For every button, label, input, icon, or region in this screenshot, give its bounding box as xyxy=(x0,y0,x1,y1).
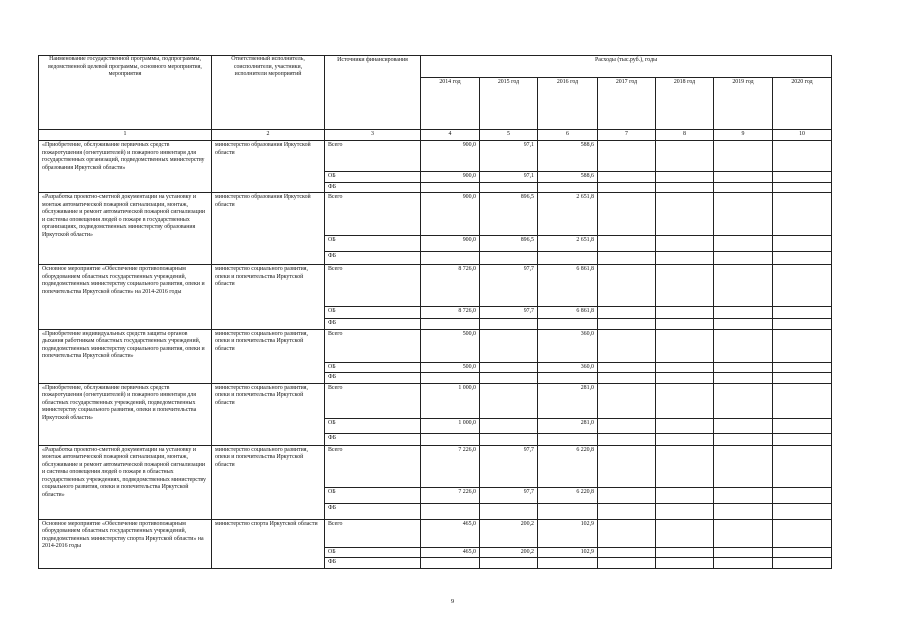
header-year: 2017 год xyxy=(598,78,656,130)
expense-value xyxy=(598,558,656,569)
expense-value xyxy=(714,433,773,445)
funding-source: ФБ xyxy=(325,182,421,193)
expense-value xyxy=(538,373,598,384)
expense-value xyxy=(598,362,656,373)
column-number: 3 xyxy=(325,130,421,141)
expense-value: 97,7 xyxy=(480,487,538,503)
expense-value xyxy=(773,503,832,519)
expense-value: 588,6 xyxy=(538,172,598,183)
expense-value: 97,1 xyxy=(480,172,538,183)
expense-value xyxy=(480,383,538,418)
expense-value xyxy=(714,418,773,433)
expense-value xyxy=(421,558,480,569)
funding-source: Всего xyxy=(325,383,421,418)
expense-value xyxy=(598,383,656,418)
table-row xyxy=(39,445,832,487)
table-row xyxy=(39,193,832,236)
column-number: 8 xyxy=(656,130,714,141)
measure-name: «Приобретение, обслуживание первичных средств пожаротушения (огнетушителей) и пожарного инвентаря для областных государственных учреждений, подведомственных министерству социального развития, опеки и попечительства Иркутской области» xyxy=(39,383,212,445)
expense-value xyxy=(714,547,773,558)
expense-value xyxy=(773,433,832,445)
expense-value xyxy=(598,547,656,558)
expense-value xyxy=(480,329,538,362)
expense-value xyxy=(538,558,598,569)
expense-value xyxy=(480,319,538,330)
expense-value xyxy=(598,141,656,172)
expense-value xyxy=(598,433,656,445)
expenses-table xyxy=(38,55,832,569)
expense-value xyxy=(538,319,598,330)
expense-value: 200,2 xyxy=(480,547,538,558)
expense-value: 360,0 xyxy=(538,329,598,362)
expense-value xyxy=(714,141,773,172)
measure-name: «Приобретение индивидуальных средств защиты органов дыхания работникам областных государственных учреждений, подведомственных министерству социального развития, опеки и попечительства Иркутской области» xyxy=(39,329,212,383)
expense-value xyxy=(598,445,656,487)
page-number: 9 xyxy=(450,598,455,605)
table-row xyxy=(39,383,832,418)
expense-value xyxy=(714,319,773,330)
expense-value xyxy=(538,433,598,445)
funding-source: ФБ xyxy=(325,373,421,384)
expense-value xyxy=(480,503,538,519)
expense-value: 588,6 xyxy=(538,141,598,172)
expense-value: 6 861,8 xyxy=(538,307,598,319)
expense-value xyxy=(598,182,656,193)
expense-value xyxy=(598,265,656,307)
expense-value xyxy=(773,547,832,558)
expense-value: 7 226,0 xyxy=(421,487,480,503)
expense-value xyxy=(598,503,656,519)
expense-value xyxy=(656,319,714,330)
expense-value xyxy=(656,172,714,183)
expense-value: 465,0 xyxy=(421,547,480,558)
expense-value xyxy=(656,373,714,384)
table-row xyxy=(39,141,832,172)
expense-value: 465,0 xyxy=(421,519,480,547)
header-year: 2015 год xyxy=(480,78,538,130)
expense-value xyxy=(714,329,773,362)
expense-value: 900,0 xyxy=(421,236,480,252)
column-number: 10 xyxy=(773,130,832,141)
header-name: Наименование государственной программы, подпрограммы, ведомственной целевой программы, основного мероприятия, мероприятия xyxy=(39,56,212,130)
expense-value xyxy=(598,252,656,265)
expense-value: 6 220,8 xyxy=(538,445,598,487)
expense-value xyxy=(714,445,773,487)
expense-value: 200,2 xyxy=(480,519,538,547)
funding-source: Всего xyxy=(325,445,421,487)
funding-source: ФБ xyxy=(325,503,421,519)
measure-executor: министерство социального развития, опеки и попечительства Иркутской области xyxy=(212,265,325,330)
expense-value xyxy=(656,329,714,362)
expense-value xyxy=(480,362,538,373)
expense-value xyxy=(656,519,714,547)
expense-value xyxy=(656,383,714,418)
expense-value xyxy=(656,487,714,503)
expense-value xyxy=(714,487,773,503)
expense-value xyxy=(598,418,656,433)
expense-value xyxy=(538,182,598,193)
expense-value: 500,0 xyxy=(421,362,480,373)
expense-value xyxy=(773,418,832,433)
table-row xyxy=(39,329,832,362)
header-source: Источники финансирования xyxy=(325,56,421,130)
funding-source: ОБ xyxy=(325,547,421,558)
expense-value xyxy=(421,433,480,445)
expense-value xyxy=(656,503,714,519)
expense-value xyxy=(773,329,832,362)
expense-value: 2 651,8 xyxy=(538,193,598,236)
expense-value: 1 000,0 xyxy=(421,418,480,433)
expense-value: 360,0 xyxy=(538,362,598,373)
expense-value: 102,9 xyxy=(538,547,598,558)
expense-value: 7 226,0 xyxy=(421,445,480,487)
expense-value: 1 000,0 xyxy=(421,383,480,418)
expense-value xyxy=(773,252,832,265)
header-year: 2018 год xyxy=(656,78,714,130)
column-number: 4 xyxy=(421,130,480,141)
column-number: 2 xyxy=(212,130,325,141)
expense-value: 8 726,0 xyxy=(421,307,480,319)
expense-value xyxy=(656,445,714,487)
expense-value: 6 861,8 xyxy=(538,265,598,307)
expense-value xyxy=(714,236,773,252)
expense-value: 900,0 xyxy=(421,193,480,236)
measure-name: Основное мероприятие «Обеспечение противопожарным оборудованием областных государственных учреждений, подведомственных министерству социального развития, опеки и попечительства Иркутской области» на 2014-2016 годы xyxy=(39,265,212,330)
expense-value: 500,0 xyxy=(421,329,480,362)
document-page xyxy=(38,55,831,569)
expense-value xyxy=(714,383,773,418)
expense-value xyxy=(598,373,656,384)
expense-value xyxy=(480,252,538,265)
expense-value: 281,0 xyxy=(538,418,598,433)
expense-value xyxy=(714,362,773,373)
expense-value xyxy=(480,182,538,193)
expense-value: 281,0 xyxy=(538,383,598,418)
expense-value xyxy=(656,433,714,445)
funding-source: ОБ xyxy=(325,307,421,319)
expense-value xyxy=(773,193,832,236)
expense-value: 896,5 xyxy=(480,193,538,236)
expense-value xyxy=(714,182,773,193)
funding-source: Всего xyxy=(325,193,421,236)
funding-source: Всего xyxy=(325,519,421,547)
expense-value xyxy=(773,182,832,193)
expense-value xyxy=(714,193,773,236)
header-year: 2014 год xyxy=(421,78,480,130)
expense-value xyxy=(598,319,656,330)
funding-source: Всего xyxy=(325,141,421,172)
header-year: 2020 год xyxy=(773,78,832,130)
table-row xyxy=(39,265,832,307)
expense-value xyxy=(421,319,480,330)
expense-value xyxy=(421,182,480,193)
expense-value xyxy=(598,193,656,236)
expense-value: 97,7 xyxy=(480,445,538,487)
funding-source: ФБ xyxy=(325,319,421,330)
expense-value xyxy=(773,236,832,252)
expense-value xyxy=(538,252,598,265)
expense-value xyxy=(714,252,773,265)
measure-executor: министерство социального развития, опеки и попечительства Иркутской области xyxy=(212,329,325,383)
measure-executor: министерство социального развития, опеки и попечительства Иркутской области xyxy=(212,445,325,519)
expense-value xyxy=(480,433,538,445)
expense-value xyxy=(598,236,656,252)
expense-value xyxy=(773,383,832,418)
expense-value xyxy=(480,558,538,569)
header-row-top xyxy=(39,56,832,78)
expense-value xyxy=(598,487,656,503)
expense-value: 97,7 xyxy=(480,265,538,307)
expense-value xyxy=(656,193,714,236)
measure-executor: министерство спорта Иркутской области xyxy=(212,519,325,568)
expense-value xyxy=(421,503,480,519)
funding-source: ОБ xyxy=(325,172,421,183)
expense-value: 97,7 xyxy=(480,307,538,319)
expense-value xyxy=(480,418,538,433)
measure-name: Основное мероприятие «Обеспечение противопожарным оборудованием областных государственных учреждений, подведомственных министерству спорта Иркутской области» на 2014-2016 годы xyxy=(39,519,212,568)
header-year: 2019 год xyxy=(714,78,773,130)
expense-value: 6 220,8 xyxy=(538,487,598,503)
expense-value xyxy=(538,503,598,519)
expense-value xyxy=(773,319,832,330)
expense-value xyxy=(656,547,714,558)
header-executor: Ответственный исполнитель, соисполнители, участники, исполнители мероприятий xyxy=(212,56,325,130)
expense-value xyxy=(714,307,773,319)
expense-value xyxy=(656,265,714,307)
expense-value xyxy=(656,418,714,433)
column-number: 1 xyxy=(39,130,212,141)
expense-value xyxy=(598,329,656,362)
expense-value xyxy=(598,519,656,547)
expense-value xyxy=(773,265,832,307)
expense-value xyxy=(773,487,832,503)
column-number: 6 xyxy=(538,130,598,141)
expense-value xyxy=(598,307,656,319)
expense-value xyxy=(773,172,832,183)
expense-value xyxy=(656,236,714,252)
column-number: 5 xyxy=(480,130,538,141)
column-number-row xyxy=(39,130,832,141)
expense-value xyxy=(714,373,773,384)
measure-executor: министерство образования Иркутской области xyxy=(212,141,325,193)
funding-source: Всего xyxy=(325,329,421,362)
column-number: 9 xyxy=(714,130,773,141)
expense-value xyxy=(714,265,773,307)
expense-value: 900,0 xyxy=(421,172,480,183)
expense-value: 8 726,0 xyxy=(421,265,480,307)
funding-source: ФБ xyxy=(325,558,421,569)
expense-value xyxy=(480,373,538,384)
expense-value xyxy=(421,252,480,265)
expense-value xyxy=(773,373,832,384)
expense-value xyxy=(656,558,714,569)
expense-value xyxy=(421,373,480,384)
expense-value xyxy=(773,519,832,547)
expense-value: 900,0 xyxy=(421,141,480,172)
expense-value xyxy=(598,172,656,183)
funding-source: ФБ xyxy=(325,252,421,265)
expense-value: 102,9 xyxy=(538,519,598,547)
expense-value xyxy=(656,362,714,373)
expense-value xyxy=(773,307,832,319)
expense-value: 2 651,8 xyxy=(538,236,598,252)
expense-value xyxy=(773,141,832,172)
expense-value xyxy=(714,558,773,569)
measure-name: «Разработка проектно-сметной документации на установку и монтаж автоматической пожарной сигнализации, монтаж, обслуживание и ремонт автоматической пожарной сигнализации и системы оповещения людей о пожаре в областных государственных учреждениях, подведомственных министерству социального развития, опеки и попечительства Иркутской области» xyxy=(39,445,212,519)
expense-value xyxy=(773,362,832,373)
expense-value xyxy=(656,141,714,172)
expense-value xyxy=(656,252,714,265)
header-expenses-group: Расходы (тыс.руб.), годы xyxy=(421,56,832,78)
funding-source: Всего xyxy=(325,265,421,307)
funding-source: ОБ xyxy=(325,487,421,503)
expense-value xyxy=(656,307,714,319)
header-year: 2016 год xyxy=(538,78,598,130)
column-number: 7 xyxy=(598,130,656,141)
funding-source: ОБ xyxy=(325,418,421,433)
measure-name: «Приобретение, обслуживание первичных средств пожаротушения (огнетушителей) и пожарного инвентаря для государственных организаций, подведомственных министерству образования Иркутской области» xyxy=(39,141,212,193)
expense-value: 97,1 xyxy=(480,141,538,172)
expense-value xyxy=(714,519,773,547)
table-row xyxy=(39,519,832,547)
funding-source: ФБ xyxy=(325,433,421,445)
funding-source: ОБ xyxy=(325,362,421,373)
expense-value xyxy=(714,503,773,519)
funding-source: ОБ xyxy=(325,236,421,252)
expense-value xyxy=(773,558,832,569)
measure-executor: министерство социального развития, опеки и попечительства Иркутской области xyxy=(212,383,325,445)
measure-name: «Разработка проектно-сметной документации на установку и монтаж автоматической пожарной сигнализации, монтаж, обслуживание и ремонт автоматической пожарной сигнализации и системы оповещения людей о пожаре в государственных организациях, подведомственных министерству образования Иркутской области» xyxy=(39,193,212,265)
expense-value xyxy=(773,445,832,487)
expense-value: 896,5 xyxy=(480,236,538,252)
expense-value xyxy=(714,172,773,183)
expense-value xyxy=(656,182,714,193)
measure-executor: министерство образования Иркутской области xyxy=(212,193,325,265)
